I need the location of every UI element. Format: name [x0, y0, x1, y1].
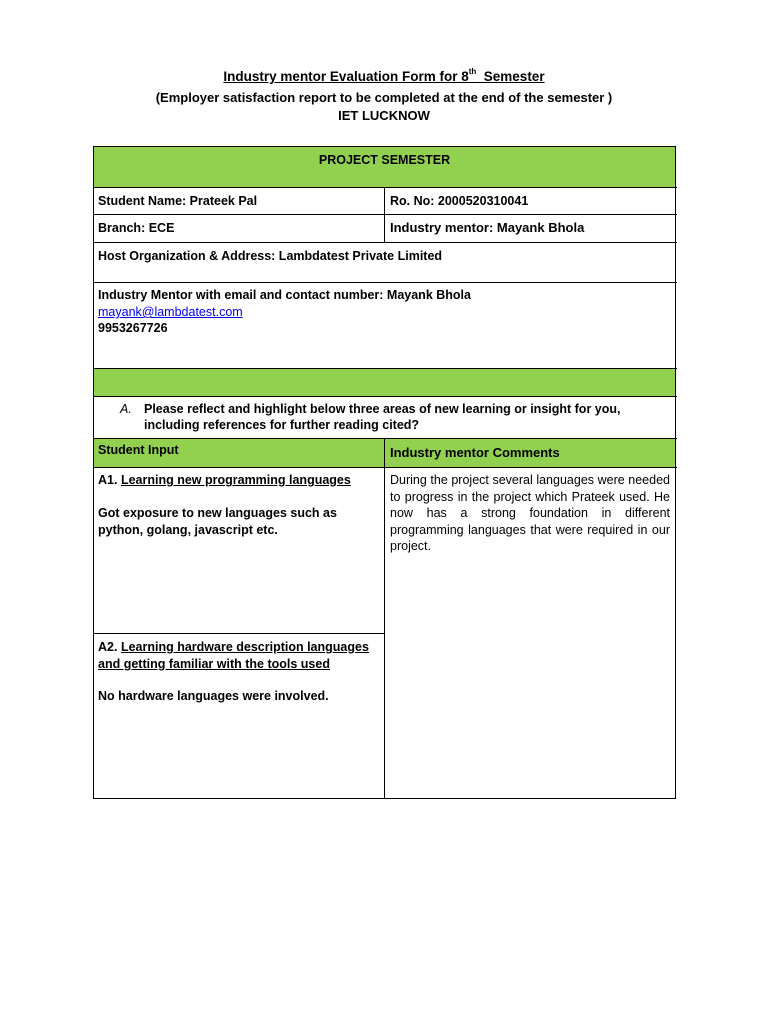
- form-title-end: Semester: [483, 69, 545, 84]
- project-semester-header: [94, 147, 675, 187]
- mentor-comments-header-label: Industry mentor Comments: [390, 445, 560, 460]
- a2-title: Learning hardware description languages and getting familiar with the tools used: [98, 640, 369, 671]
- form-subtitle: (Employer satisfaction report to be completed at the end of the semester ): [155, 90, 613, 105]
- form-title-superscript: th: [468, 67, 477, 76]
- a2-heading: [98, 639, 380, 672]
- student-name: Student Name: Prateek Pal: [98, 194, 258, 208]
- form-title: [0, 69, 768, 84]
- institute-name: IET LUCKNOW: [338, 108, 430, 123]
- roll-number: Ro. No: 2000520310041: [390, 194, 529, 208]
- host-organization: Host Organization & Address: Lambdatest Private Limited: [98, 249, 443, 263]
- question-line-2: including references for further reading cited?: [144, 418, 420, 432]
- mentor-contact-label: Industry Mentor with email and contact number: Mayank Bhola: [98, 288, 471, 302]
- question-line-1: Please reflect and highlight below three areas of new learning or insight for you,: [144, 402, 621, 416]
- mentor-comment: During the project several languages were needed to progress in the project which Prateek used. He now has a strong foundation in different programming languages that were required in our project.: [390, 473, 670, 553]
- industry-mentor: Industry mentor: Mayank Bhola: [390, 220, 585, 235]
- green-separator-row: [94, 369, 675, 396]
- a2-body: No hardware languages were involved.: [98, 689, 329, 703]
- branch: Branch: ECE: [98, 221, 175, 235]
- project-semester-title: PROJECT SEMESTER: [318, 153, 451, 167]
- mentor-email-link[interactable]: mayank@lambdatest.com: [98, 305, 243, 319]
- mentor-phone: 9953267726: [98, 321, 168, 335]
- a1-prefix: A1.: [98, 473, 118, 487]
- a1-title: Learning new programming languages: [120, 473, 351, 487]
- a2-prefix: A2.: [98, 640, 118, 654]
- form-title-text: Industry mentor Evaluation Form for 8: [223, 69, 469, 84]
- question-marker: A.: [120, 402, 132, 416]
- student-input-header-label: Student Input: [98, 443, 179, 457]
- student-input-header: [94, 439, 384, 467]
- mentor-comments-header: [385, 439, 675, 467]
- a1-body: Got exposure to new languages such as python, golang, javascript etc.: [98, 506, 337, 537]
- a1-heading: [98, 472, 380, 489]
- evaluation-form-table: [93, 146, 676, 799]
